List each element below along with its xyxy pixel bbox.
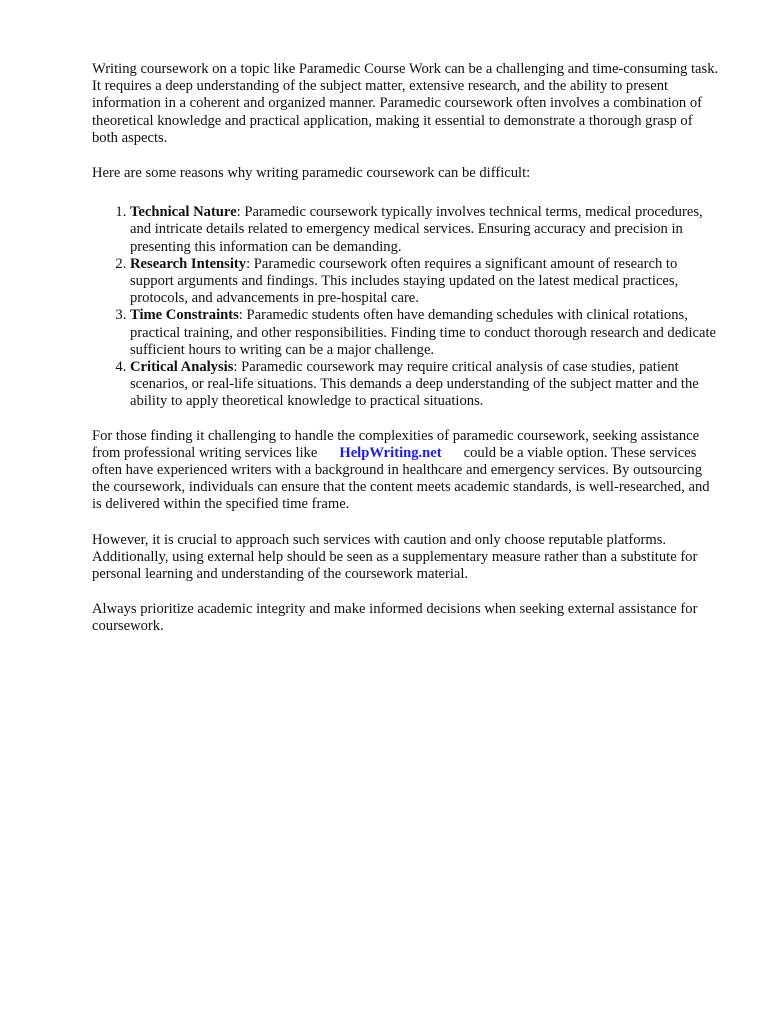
- services-text-before: For those finding it challenging to handle the complexities of paramedic coursework, seeking assistance from professional writing services like: [92, 427, 700, 461]
- list-intro-paragraph: Here are some reasons why writing paramedic coursework can be difficult:: [92, 165, 531, 182]
- services-text-after: could be a viable option. These services often have experienced writers with a background in healthcare and emergency services. By outsourcing the coursework, individuals can ensure that the content meets academic standards, is well-researched, and is delivered within the specified time frame.: [92, 444, 710, 513]
- closing-paragraph: Always prioritize academic integrity and make informed decisions when seeking external assistance for coursework.: [92, 601, 698, 635]
- list-item-term: Time Constraints: [130, 307, 239, 324]
- list-item-term: Technical Nature: [130, 204, 237, 221]
- list-item: [130, 204, 722, 256]
- list-item-term: Critical Analysis: [130, 359, 234, 376]
- list-item: [130, 307, 722, 359]
- reasons-list: [92, 204, 722, 410]
- list-item-text: : Paramedic students often have demanding schedules with clinical rotations, practical training, and other responsibilities. Finding time to conduct thorough research and dedicate sufficient hours to writing can be a major challenge.: [130, 307, 717, 358]
- list-item: [130, 359, 722, 411]
- list-item-term: Research Intensity: [130, 255, 247, 272]
- document-body: [92, 61, 722, 654]
- list-item-text: : Paramedic coursework may require critical analysis of case studies, patient scenarios, or real-life situations. This demands a deep understanding of the subject matter and the ability to apply theoretical knowledge to practical situations.: [130, 359, 699, 410]
- services-paragraph: [92, 428, 722, 514]
- intro-paragraph: Writing coursework on a topic like Paramedic Course Work can be a challenging and time-consuming task. It requires a deep understanding of the subject matter, extensive research, and the ability to present information in a coherent and organized manner. Paramedic coursework often involves a combination of theoretical knowledge and practical application, making it essential to demonstrate a thorough grasp of both aspects.: [92, 61, 719, 146]
- helpwriting-link[interactable]: HelpWriting.net: [339, 444, 442, 461]
- list-item-text: : Paramedic coursework typically involves technical terms, medical procedures, and intricate details related to emergency medical services. Ensuring accuracy and precision in presenting this information can be demanding.: [130, 204, 703, 255]
- list-item-text: : Paramedic coursework often requires a significant amount of research to support arguments and findings. This includes staying updated on the latest medical practices, protocols, and advancements in pre-hospital care.: [130, 255, 679, 307]
- caution-paragraph: However, it is crucial to approach such services with caution and only choose reputable platforms. Additionally, using external help should be seen as a supplementary measure rather than a substitute for personal learning and understanding of the coursework material.: [92, 531, 698, 583]
- list-item: [130, 256, 722, 308]
